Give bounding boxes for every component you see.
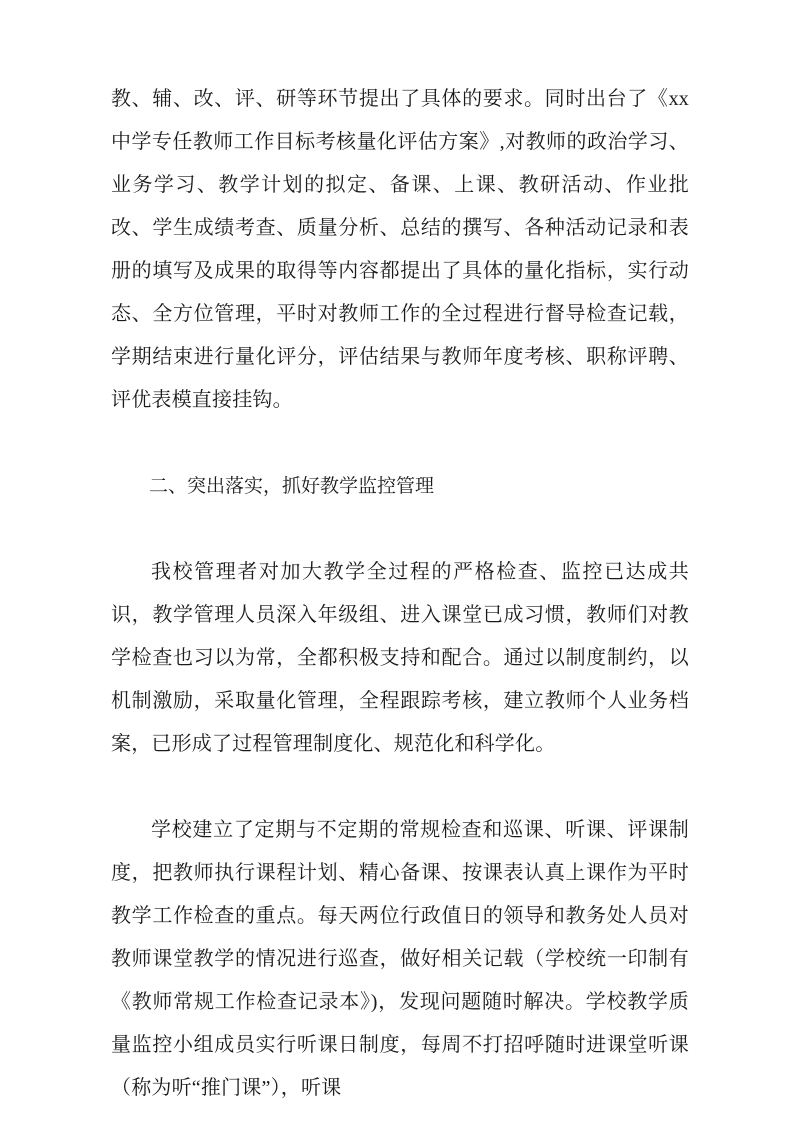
document-body	[111, 78, 689, 1110]
paragraph-spacer	[111, 422, 689, 465]
paragraph-block: 学校建立了定期与不定期的常规检查和巡课、听课、评课制度，把教师执行课程计划、精心备课、按课表认真上课作为平时教学工作检查的重点。每天两位行政值日的领导和教务处人员对教师课堂教学的情况进行巡查，做好相关记载（学校统一印制有《教师常规工作检查记录本》)，发现问题随时解决。学校教学质量监控小组成员实行听课日制度，每周不打招呼随时进课堂听课（称为听“推门课”），听课	[111, 819, 689, 1099]
section-heading: 二、突出落实，抓好教学监控管理	[149, 476, 435, 497]
paragraph-spacer	[111, 766, 689, 809]
paragraph-block: 我校管理者对加大教学全过程的严格检查、监控已达成共识，教学管理人员深入年级组、进入课堂已成习惯，教师们对教学检查也习以为常，全都积极支持和配合。通过以制度制约，以机制激励，采取量化管理，全程跟踪考核，建立教师个人业务档案，已形成了过程管理制度化、规范化和科学化。	[111, 561, 689, 755]
paragraph-spacer	[111, 508, 689, 551]
paragraph-block: 教、辅、改、评、研等环节提出了具体的要求。同时出台了《xx 中学专任教师工作目标考核量化评估方案》,对教师的政治学习、业务学习、教学计划的拟定、备课、上课、教研活动、作业批改、学生成绩考查、质量分析、总结的撰写、各种活动记录和表册的填写及成果的取得等内容都提出了具体的量化指标，实行动态、全方位管理，平时对教师工作的全过程进行督导检查记载，学期结束进行量化评分，评估结果与教师年度考核、职称评聘、评优表模直接挂钩。	[111, 88, 689, 411]
